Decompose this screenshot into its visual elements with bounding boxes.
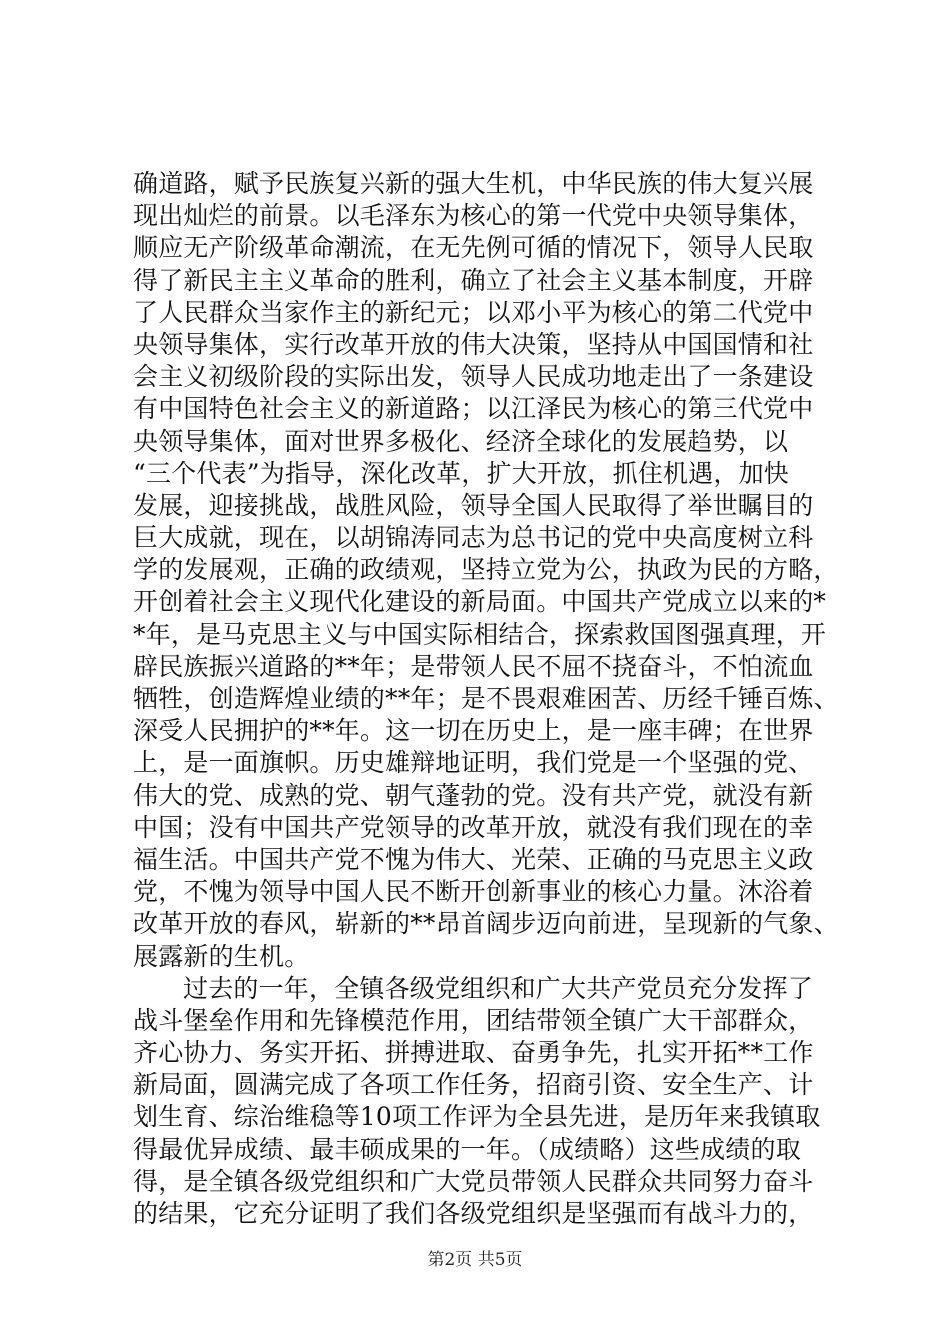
text-line: 中国；没有中国共产党领导的改革开放，就没有我们现在的幸	[133, 812, 814, 842]
text-line: 伟大的党、成熟的党、朝气蓬勃的党。没有共产党，就没有新	[133, 780, 814, 810]
text-line: 会主义初级阶段的实际出发，领导人民成功地走出了一条建设	[133, 362, 814, 392]
text-line: 深受人民拥护的**年。这一切在历史上，是一座丰碑；在世界	[133, 716, 814, 746]
text-line: 了人民群众当家作主的新纪元；以邓小平为核心的第二代党中	[133, 297, 814, 327]
text-line: 现出灿烂的前景。以毛泽东为核心的第一代党中央领导集体，	[133, 201, 814, 231]
text-line: 战斗堡垒作用和先锋模范作用，团结带领全镇广大干部群众，	[133, 1005, 814, 1035]
text-line: 学的发展观，正确的政绩观，坚持立党为公，执政为民的方略，	[133, 555, 839, 585]
text-line: *年，是马克思主义与中国实际相结合，探索救国图强真理，开	[133, 619, 827, 649]
text-line: 发展，迎接挑战，战胜风险，领导全国人民取得了举世瞩目的	[133, 490, 814, 520]
text-line: 得，是全镇各级党组织和广大党员带领人民群众共同努力奋斗	[133, 1166, 814, 1196]
text-line: 确道路，赋予民族复兴新的强大生机，中华民族的伟大复兴展	[133, 169, 814, 198]
text-line: 有中国特色社会主义的新道路；以江泽民为核心的第三代党中	[133, 394, 814, 424]
text-line: 牺牲，创造辉煌业绩的**年；是不畏艰难困苦、历经千锤百炼、	[133, 684, 839, 713]
text-line: 新局面，圆满完成了各项工作任务，招商引资、安全生产、计	[133, 1070, 814, 1100]
text-line: 央领导集体，面对世界多极化、经济全球化的发展趋势，以	[133, 426, 789, 456]
text-line: 央领导集体，实行改革开放的伟大决策，坚持从中国国情和社	[133, 329, 814, 359]
paragraph-2	[133, 973, 823, 1231]
text-line: 的结果，它充分证明了我们各级党组织是坚强而有战斗力的，	[133, 1199, 814, 1228]
text-line: 过去的一年，全镇各级党组织和广大共产党员充分发挥了	[183, 973, 814, 1003]
text-line: 顺应无产阶级革命潮流，在无先例可循的情况下，领导人民取	[133, 233, 814, 263]
text-line: 上，是一面旗帜。历史雄辩地证明，我们党是一个坚强的党、	[133, 748, 814, 778]
text-line: 改革开放的春风，崭新的**昂首阔步迈向前进，呈现新的气象、	[133, 909, 839, 939]
text-line: 巨大成就，现在，以胡锦涛同志为总书记的党中央高度树立科	[133, 523, 814, 553]
text-line: 齐心协力、务实开拓、拼搏进取、奋勇争先，扎实开拓**工作	[133, 1038, 814, 1068]
text-line: 得了新民主主义革命的胜利，确立了社会主义基本制度，开辟	[133, 265, 814, 295]
text-line: 展露新的生机。	[133, 941, 310, 971]
paragraph-1	[133, 168, 839, 973]
text-line: “三个代表”为指导，深化改革，扩大开放，抓住机遇，加快	[133, 458, 789, 488]
text-line: 划生育、综治维稳等10项工作评为全县先进，是历年来我镇取	[133, 1102, 821, 1132]
text-line: 党，不愧为领导中国人民不断开创新事业的核心力量。沐浴着	[133, 877, 814, 907]
body-text	[133, 168, 839, 1230]
text-line: 辟民族振兴道路的**年；是带领人民不屈不挠奋斗，不怕流血	[133, 651, 814, 681]
text-line: 福生活。中国共产党不愧为伟大、光荣、正确的马克思主义政	[133, 844, 814, 874]
text-line: 开创着社会主义现代化建设的新局面。中国共产党成立以来的*	[133, 587, 827, 617]
page-number-footer: 第2页 共5页	[427, 1250, 523, 1270]
text-line: 得最优异成绩、最丰硕成果的一年。（成绩略）这些成绩的取	[133, 1134, 801, 1164]
